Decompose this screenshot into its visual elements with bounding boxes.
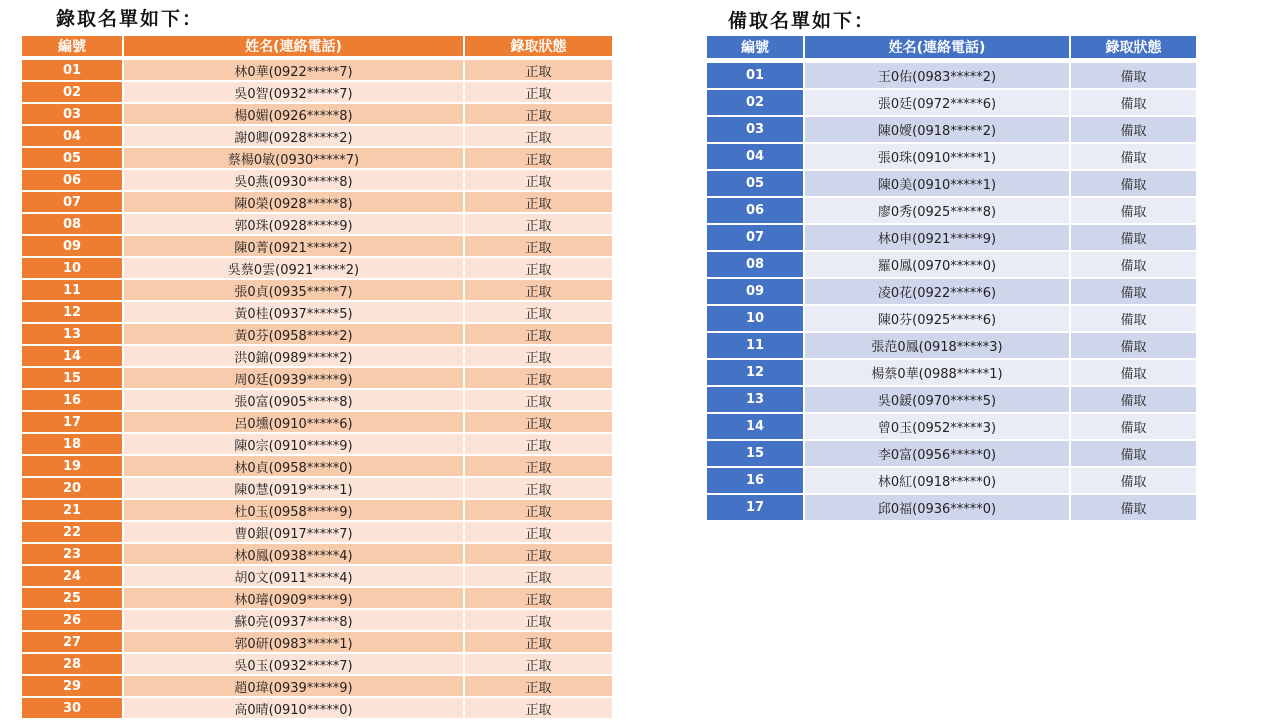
admitted-list-heading: 錄取名單如下：	[56, 8, 204, 30]
row-name-phone: 楊0媚(0926*****8)	[124, 104, 465, 126]
row-number: 17	[707, 495, 805, 522]
row-status: 正取	[465, 258, 612, 280]
row-status: 正取	[465, 170, 612, 192]
waitlist-row	[707, 468, 1196, 495]
row-number: 09	[22, 236, 124, 258]
row-name-phone: 陳0宗(0910*****9)	[124, 434, 465, 456]
column-header-number: 編號	[707, 36, 805, 60]
row-number: 02	[22, 82, 124, 104]
admitted-row	[22, 566, 612, 588]
admitted-row	[22, 324, 612, 346]
row-number: 05	[707, 171, 805, 198]
admitted-row	[22, 60, 612, 82]
row-number: 12	[707, 360, 805, 387]
waitlist-table	[707, 36, 1196, 522]
row-name-phone: 陳0美(0910*****1)	[805, 171, 1071, 198]
admitted-row	[22, 104, 612, 126]
admitted-row	[22, 390, 612, 412]
row-status: 備取	[1071, 306, 1196, 333]
row-name-phone: 謝0卿(0928*****2)	[124, 126, 465, 148]
row-name-phone: 陳0菁(0921*****2)	[124, 236, 465, 258]
row-status: 備取	[1071, 360, 1196, 387]
row-name-phone: 洪0錦(0989*****2)	[124, 346, 465, 368]
row-number: 16	[707, 468, 805, 495]
admitted-row	[22, 170, 612, 192]
row-status: 正取	[465, 280, 612, 302]
admitted-row	[22, 676, 612, 698]
row-status: 備取	[1071, 414, 1196, 441]
waitlist-header-row	[707, 36, 1196, 60]
row-name-phone: 胡0文(0911*****4)	[124, 566, 465, 588]
admitted-row	[22, 610, 612, 632]
waitlist-row	[707, 279, 1196, 306]
row-name-phone: 趙0瑋(0939*****9)	[124, 676, 465, 698]
row-number: 10	[707, 306, 805, 333]
row-status: 備取	[1071, 63, 1196, 90]
row-name-phone: 周0廷(0939*****9)	[124, 368, 465, 390]
row-number: 23	[22, 544, 124, 566]
waitlist-row	[707, 117, 1196, 144]
row-status: 正取	[465, 390, 612, 412]
waitlist-row	[707, 144, 1196, 171]
admitted-row	[22, 280, 612, 302]
column-header-number: 編號	[22, 36, 124, 58]
row-number: 14	[22, 346, 124, 368]
row-name-phone: 郭0研(0983*****1)	[124, 632, 465, 654]
row-name-phone: 楊蔡0華(0988*****1)	[805, 360, 1071, 387]
row-number: 30	[22, 698, 124, 720]
waitlist-row	[707, 360, 1196, 387]
row-name-phone: 呂0壎(0910*****6)	[124, 412, 465, 434]
row-name-phone: 吳0玉(0932*****7)	[124, 654, 465, 676]
row-name-phone: 林0華(0922*****7)	[124, 60, 465, 82]
row-number: 22	[22, 522, 124, 544]
row-status: 正取	[465, 544, 612, 566]
row-name-phone: 吳0燕(0930*****8)	[124, 170, 465, 192]
admitted-row	[22, 346, 612, 368]
row-name-phone: 曹0銀(0917*****7)	[124, 522, 465, 544]
row-number: 11	[707, 333, 805, 360]
row-status: 正取	[465, 434, 612, 456]
row-number: 15	[22, 368, 124, 390]
row-number: 03	[22, 104, 124, 126]
row-number: 19	[22, 456, 124, 478]
row-status: 正取	[465, 676, 612, 698]
row-status: 備取	[1071, 252, 1196, 279]
row-status: 正取	[465, 324, 612, 346]
admitted-row	[22, 500, 612, 522]
row-number: 18	[22, 434, 124, 456]
admitted-row	[22, 478, 612, 500]
row-number: 04	[22, 126, 124, 148]
row-name-phone: 陳0慧(0919*****1)	[124, 478, 465, 500]
column-header-name-phone: 姓名(連絡電話)	[124, 36, 465, 58]
row-status: 備取	[1071, 90, 1196, 117]
admitted-list-table	[22, 36, 612, 720]
row-status: 正取	[465, 346, 612, 368]
admitted-row	[22, 236, 612, 258]
row-name-phone: 黃0桂(0937*****5)	[124, 302, 465, 324]
admitted-row	[22, 698, 612, 720]
row-number: 04	[707, 144, 805, 171]
row-status: 正取	[465, 500, 612, 522]
row-status: 正取	[465, 368, 612, 390]
row-number: 17	[22, 412, 124, 434]
row-status: 備取	[1071, 279, 1196, 306]
row-name-phone: 吳0鍰(0970*****5)	[805, 387, 1071, 414]
row-name-phone: 張0廷(0972*****6)	[805, 90, 1071, 117]
row-number: 08	[707, 252, 805, 279]
row-name-phone: 邱0福(0936*****0)	[805, 495, 1071, 522]
row-name-phone: 張范0鳳(0918*****3)	[805, 333, 1071, 360]
admitted-row	[22, 654, 612, 676]
row-name-phone: 林0璿(0909*****9)	[124, 588, 465, 610]
admitted-row	[22, 368, 612, 390]
row-number: 14	[707, 414, 805, 441]
row-status: 正取	[465, 192, 612, 214]
waitlist-heading: 備取名單如下：	[728, 10, 876, 32]
row-number: 15	[707, 441, 805, 468]
admitted-row	[22, 192, 612, 214]
admitted-row	[22, 412, 612, 434]
row-status: 正取	[465, 236, 612, 258]
row-number: 06	[22, 170, 124, 192]
row-name-phone: 陳0嬡(0918*****2)	[805, 117, 1071, 144]
admitted-row	[22, 214, 612, 236]
row-name-phone: 羅0鳳(0970*****0)	[805, 252, 1071, 279]
row-number: 09	[707, 279, 805, 306]
row-status: 備取	[1071, 225, 1196, 252]
row-number: 07	[22, 192, 124, 214]
waitlist-row	[707, 252, 1196, 279]
row-name-phone: 陳0榮(0928*****8)	[124, 192, 465, 214]
row-name-phone: 蔡楊0敏(0930*****7)	[124, 148, 465, 170]
row-name-phone: 高0晴(0910*****0)	[124, 698, 465, 720]
row-name-phone: 廖0秀(0925*****8)	[805, 198, 1071, 225]
row-number: 26	[22, 610, 124, 632]
row-name-phone: 陳0芬(0925*****6)	[805, 306, 1071, 333]
admitted-header-row	[22, 36, 612, 58]
row-number: 24	[22, 566, 124, 588]
row-number: 03	[707, 117, 805, 144]
row-name-phone: 張0珠(0910*****1)	[805, 144, 1071, 171]
row-name-phone: 林0申(0921*****9)	[805, 225, 1071, 252]
waitlist-row	[707, 333, 1196, 360]
row-number: 06	[707, 198, 805, 225]
admitted-row	[22, 434, 612, 456]
column-header-status: 錄取狀態	[1071, 36, 1196, 60]
admitted-row	[22, 632, 612, 654]
row-status: 正取	[465, 60, 612, 82]
waitlist-row	[707, 171, 1196, 198]
waitlist-row	[707, 225, 1196, 252]
row-status: 備取	[1071, 468, 1196, 495]
row-status: 正取	[465, 104, 612, 126]
waitlist-row	[707, 387, 1196, 414]
admitted-row	[22, 544, 612, 566]
row-number: 27	[22, 632, 124, 654]
admitted-row	[22, 456, 612, 478]
waitlist-row	[707, 63, 1196, 90]
row-status: 正取	[465, 214, 612, 236]
row-name-phone: 林0紅(0918*****0)	[805, 468, 1071, 495]
row-number: 10	[22, 258, 124, 280]
row-name-phone: 吳0智(0932*****7)	[124, 82, 465, 104]
waitlist-row	[707, 90, 1196, 117]
row-number: 13	[22, 324, 124, 346]
row-number: 28	[22, 654, 124, 676]
row-name-phone: 郭0珠(0928*****9)	[124, 214, 465, 236]
row-status: 正取	[465, 82, 612, 104]
row-name-phone: 凌0花(0922*****6)	[805, 279, 1071, 306]
admitted-row	[22, 588, 612, 610]
column-header-status: 錄取狀態	[465, 36, 612, 58]
row-number: 20	[22, 478, 124, 500]
row-status: 正取	[465, 654, 612, 676]
row-number: 08	[22, 214, 124, 236]
admitted-row	[22, 148, 612, 170]
row-name-phone: 李0富(0956*****0)	[805, 441, 1071, 468]
row-status: 備取	[1071, 387, 1196, 414]
row-status: 正取	[465, 456, 612, 478]
row-status: 正取	[465, 632, 612, 654]
row-status: 正取	[465, 698, 612, 720]
row-number: 16	[22, 390, 124, 412]
row-status: 備取	[1071, 198, 1196, 225]
row-name-phone: 王0佑(0983*****2)	[805, 63, 1071, 90]
row-name-phone: 林0貞(0958*****0)	[124, 456, 465, 478]
admitted-row	[22, 302, 612, 324]
row-name-phone: 黃0芬(0958*****2)	[124, 324, 465, 346]
admitted-row	[22, 522, 612, 544]
row-number: 07	[707, 225, 805, 252]
waitlist-row	[707, 414, 1196, 441]
row-status: 備取	[1071, 333, 1196, 360]
admitted-row	[22, 82, 612, 104]
row-status: 正取	[465, 610, 612, 632]
row-status: 正取	[465, 522, 612, 544]
row-status: 正取	[465, 148, 612, 170]
row-status: 備取	[1071, 441, 1196, 468]
row-status: 備取	[1071, 117, 1196, 144]
row-status: 正取	[465, 126, 612, 148]
row-name-phone: 吳蔡0雲(0921*****2)	[124, 258, 465, 280]
row-status: 正取	[465, 302, 612, 324]
row-number: 11	[22, 280, 124, 302]
column-header-name-phone: 姓名(連絡電話)	[805, 36, 1071, 60]
row-number: 25	[22, 588, 124, 610]
row-name-phone: 蘇0亮(0937*****8)	[124, 610, 465, 632]
row-number: 01	[22, 60, 124, 82]
row-number: 13	[707, 387, 805, 414]
row-number: 01	[707, 63, 805, 90]
waitlist-row	[707, 306, 1196, 333]
row-name-phone: 張0富(0905*****8)	[124, 390, 465, 412]
admitted-row	[22, 258, 612, 280]
row-number: 29	[22, 676, 124, 698]
row-number: 12	[22, 302, 124, 324]
waitlist-row	[707, 495, 1196, 522]
row-name-phone: 張0貞(0935*****7)	[124, 280, 465, 302]
row-status: 備取	[1071, 495, 1196, 522]
row-number: 05	[22, 148, 124, 170]
row-status: 正取	[465, 412, 612, 434]
row-status: 正取	[465, 566, 612, 588]
row-name-phone: 曾0玉(0952*****3)	[805, 414, 1071, 441]
row-status: 正取	[465, 478, 612, 500]
row-number: 21	[22, 500, 124, 522]
row-name-phone: 杜0玉(0958*****9)	[124, 500, 465, 522]
row-status: 正取	[465, 588, 612, 610]
waitlist-row	[707, 441, 1196, 468]
row-number: 02	[707, 90, 805, 117]
row-status: 備取	[1071, 144, 1196, 171]
row-name-phone: 林0鳳(0938*****4)	[124, 544, 465, 566]
waitlist-row	[707, 198, 1196, 225]
admitted-row	[22, 126, 612, 148]
row-status: 備取	[1071, 171, 1196, 198]
